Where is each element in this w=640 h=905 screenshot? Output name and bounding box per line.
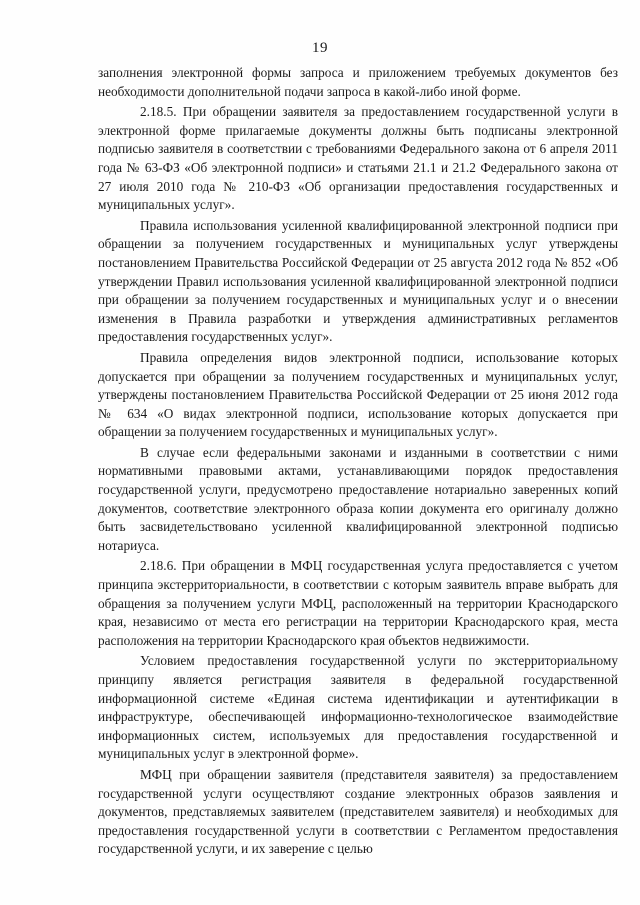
paragraph-continuation: заполнения электронной формы запроса и приложением требуемых документов без необходимости дополнительной подачи запроса в какой-либо иной форме. bbox=[98, 65, 618, 99]
paragraph-mfc-processing: МФЦ при обращении заявителя (представителя заявителя) за предоставлением государственной услуги осуществляют создание электронных образов заявления и документов, представляемых заявителем (представителем заявителя) и необходимых для предоставления государственной услуги в соответствии с Регламентом предоставления государственной услуги, и их заверение с целью bbox=[98, 766, 618, 857]
paragraph-signature-rules: Правила использования усиленной квалифицированной электронной подписи при обращении за получением государственных и муниципальных услуг утверждены постановлением Правительства Российской Федерации от 25 августа 2012 года № 852 «Об утверждении Правил использования усиленной квалифицированной электронной подписи при обращении за получением государственных и муниципальных услуг и о внесении изменения в Правила разработки и утверждения административных регламентов предоставления государственных услуг». bbox=[98, 217, 618, 345]
paragraph-2-18-5: 2.18.5. При обращении заявителя за предоставлением государственной услуги в электронной форме прилагаемые документы должны быть подписаны электронной подписью заявителя в соответствии с требованиями Федерального закона от 6 апреля 2011 года № 63-ФЗ «Об электронной подписи» и статьями 21.1 и 21.2 Федерального закона от 27 июля 2010 года № 210-ФЗ «Об организации предоставления государственных и муниципальных услуг». bbox=[98, 104, 618, 213]
page-number: 19 bbox=[312, 40, 328, 56]
paragraph-extraterritorial-condition: Условием предоставления государственной услуги по экстерриториальному принципу является регистрация заявителя в федеральной государственной информационной системе «Единая система идентификации и аутентификации в инфраструктуре, обеспечивающей информационно-технологическое взаимодействие информационных систем, используемых для предоставления государственной и муниципальных услуг в электронной форме». bbox=[98, 653, 618, 762]
paragraph-signature-types: Правила определения видов электронной подписи, использование которых допускается при обращении за получением государственных и муниципальных услуг, утверждены постановлением Правительства Российской Федерации от 25 июня 2012 года № 634 «О видах электронной подписи, использование которых допускается при обращении за получением государственных и муниципальных услуг». bbox=[98, 349, 618, 440]
document-body bbox=[98, 64, 618, 861]
paragraph-notary-copies: В случае если федеральными законами и изданными в соответствии с ними нормативными правовыми актами, устанавливающими порядок предоставления государственной услуги, предусмотрено предоставление нотариально заверенных копий документов, соответствие электронного образа копии документа его оригиналу должно быть засвидетельствовано усиленной квалифицированной электронной подписью нотариуса. bbox=[98, 444, 618, 553]
paragraph-2-18-6: 2.18.6. При обращении в МФЦ государственная услуга предоставляется с учетом принципа экстерриториальности, в соответствии с которым заявитель вправе выбрать для обращения за получением услуги МФЦ, расположенный на территории Краснодарского края, независимо от места его регистрации на территории Краснодарского края, места расположения на территории Краснодарского края объектов недвижимости. bbox=[98, 558, 618, 648]
